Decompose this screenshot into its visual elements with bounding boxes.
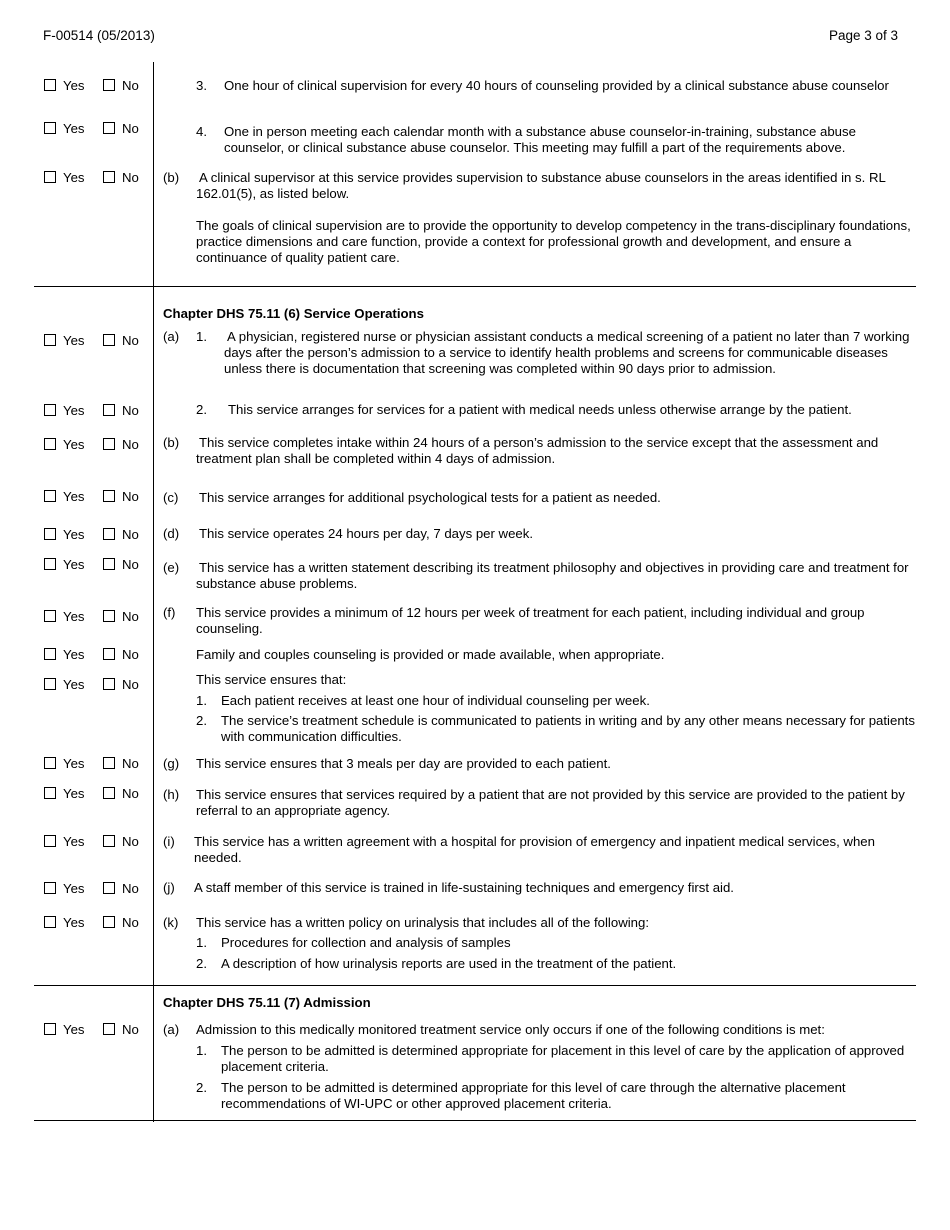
- item-text: A staff member of this service is trained in life-sustaining techniques and emergency first aid.: [194, 880, 734, 895]
- yes-no-row-c: [44, 489, 154, 505]
- list-marker: 1.: [196, 935, 207, 950]
- no-checkbox[interactable]: [103, 79, 115, 91]
- item-text: Family and couples counseling is provided or made available, when appropriate.: [196, 647, 665, 662]
- no-label: No: [122, 403, 139, 418]
- item-marker: 2.: [196, 402, 207, 417]
- no-label: No: [122, 677, 139, 692]
- item-text: A physician, registered nurse or physician assistant conducts a medical screening of a patient no later than 7 working days after the person’s admission to a service to identify health problems and screens for communicable diseases unless there is documentation that screening was completed within 90 days prior to admission.: [224, 329, 910, 376]
- no-checkbox[interactable]: [103, 648, 115, 660]
- yes-label: Yes: [63, 647, 85, 662]
- no-checkbox[interactable]: [103, 528, 115, 540]
- item-text: This service arranges for additional psychological tests for a patient as needed.: [199, 490, 661, 505]
- column-divider: [153, 62, 154, 1122]
- yes-no-row-admission-a: [44, 1022, 154, 1038]
- yes-checkbox[interactable]: [44, 528, 56, 540]
- yes-no-row-f: [44, 609, 154, 625]
- yes-label: Yes: [63, 915, 85, 930]
- yes-checkbox[interactable]: [44, 1023, 56, 1035]
- no-checkbox[interactable]: [103, 490, 115, 502]
- list-item: Procedures for collection and analysis of samples: [221, 935, 511, 950]
- item-text: This service ensures that 3 meals per day are provided to each patient.: [196, 756, 611, 771]
- no-label: No: [122, 78, 139, 93]
- yes-checkbox[interactable]: [44, 882, 56, 894]
- yes-no-row-s1-b: [44, 170, 154, 186]
- yes-label: Yes: [63, 1022, 85, 1037]
- no-checkbox[interactable]: [103, 916, 115, 928]
- list-item: A description of how urinalysis reports are used in the treatment of the patient.: [221, 956, 677, 971]
- yes-checkbox[interactable]: [44, 916, 56, 928]
- no-label: No: [122, 834, 139, 849]
- item-text: This service ensures that services required by a patient that are not provided by this service are provided to the patient by referral to an appropriate agency.: [196, 787, 905, 818]
- list-item: The person to be admitted is determined appropriate for placement in this level of care by the application of approved placement criteria.: [221, 1043, 905, 1074]
- item-text: This service arranges for services for a patient with medical needs unless otherwise arrange by the patient.: [228, 402, 852, 417]
- item-text: This service operates 24 hours per day, 7 days per week.: [199, 526, 534, 541]
- no-label: No: [122, 609, 139, 624]
- list-marker: 1.: [196, 1043, 207, 1058]
- no-checkbox[interactable]: [103, 757, 115, 769]
- no-label: No: [122, 915, 139, 930]
- no-checkbox[interactable]: [103, 835, 115, 847]
- section-heading-admission: Chapter DHS 75.11 (7) Admission: [163, 995, 371, 1010]
- item-text: One in person meeting each calendar month with a substance abuse counselor-in-training, substance abuse counselor, or clinical substance abuse counselor. This meeting may fulfill a part of the requirements above.: [224, 124, 856, 155]
- yes-no-row-family: [44, 647, 154, 663]
- no-label: No: [122, 881, 139, 896]
- item-text: This service completes intake within 24 hours of a person’s admission to the service except that the assessment and treatment plan shall be completed within 4 days of admission.: [196, 435, 879, 466]
- yes-no-row-ensures: [44, 677, 154, 693]
- section-divider: [34, 1120, 916, 1121]
- no-label: No: [122, 437, 139, 452]
- yes-no-row-g: [44, 756, 154, 772]
- sub-marker: (b): [163, 170, 180, 185]
- sub-marker: (h): [163, 787, 180, 802]
- yes-label: Yes: [63, 333, 85, 348]
- no-checkbox[interactable]: [103, 404, 115, 416]
- sub-marker: (j): [163, 880, 175, 895]
- yes-label: Yes: [63, 489, 85, 504]
- section-divider: [34, 985, 916, 986]
- item-text: One hour of clinical supervision for every 40 hours of counseling provided by a clinical substance abuse counselor: [224, 78, 889, 93]
- yes-no-row-e: [44, 557, 154, 573]
- item-text: Admission to this medically monitored treatment service only occurs if one of the following conditions is met:: [196, 1022, 825, 1037]
- yes-checkbox[interactable]: [44, 558, 56, 570]
- sub-marker: (g): [163, 756, 180, 771]
- no-label: No: [122, 557, 139, 572]
- sub-marker: (i): [163, 834, 175, 849]
- yes-label: Yes: [63, 786, 85, 801]
- sub-marker: (c): [163, 490, 179, 505]
- yes-label: Yes: [63, 121, 85, 136]
- list-marker: 2.: [196, 956, 207, 971]
- list-item: Each patient receives at least one hour of individual counseling per week.: [221, 693, 650, 708]
- yes-no-row-a2: [44, 403, 154, 419]
- yes-checkbox[interactable]: [44, 610, 56, 622]
- no-label: No: [122, 489, 139, 504]
- sub-marker: (f): [163, 605, 176, 620]
- list-marker: 2.: [196, 713, 207, 728]
- yes-checkbox[interactable]: [44, 490, 56, 502]
- list-marker: 1.: [196, 693, 207, 708]
- yes-checkbox[interactable]: [44, 787, 56, 799]
- no-checkbox[interactable]: [103, 438, 115, 450]
- item-marker: 3.: [196, 78, 207, 93]
- sub-marker: (d): [163, 526, 180, 541]
- item-text: This service has a written policy on urinalysis that includes all of the following:: [196, 915, 649, 930]
- yes-no-row-s1-4: [44, 121, 154, 137]
- page-number: Page 3 of 3: [828, 28, 898, 43]
- yes-label: Yes: [63, 403, 85, 418]
- yes-label: Yes: [63, 557, 85, 572]
- yes-label: Yes: [63, 609, 85, 624]
- yes-checkbox[interactable]: [44, 678, 56, 690]
- no-label: No: [122, 527, 139, 542]
- yes-no-row-h: [44, 786, 154, 802]
- no-checkbox[interactable]: [103, 787, 115, 799]
- sub-marker: (a): [163, 1022, 180, 1037]
- item-text: This service has a written agreement with a hospital for provision of emergency and inpatient medical services, when needed.: [194, 834, 875, 865]
- list-item: The person to be admitted is determined appropriate for this level of care through the alternative placement recommendations of WI-UPC or other approved placement criteria.: [221, 1080, 846, 1111]
- yes-checkbox[interactable]: [44, 79, 56, 91]
- item-marker: 4.: [196, 124, 207, 139]
- no-checkbox[interactable]: [103, 171, 115, 183]
- no-label: No: [122, 121, 139, 136]
- sub-marker: (b): [163, 435, 180, 450]
- no-checkbox[interactable]: [103, 334, 115, 346]
- yes-no-row-d: [44, 527, 154, 543]
- section-heading-service-operations: Chapter DHS 75.11 (6) Service Operations: [163, 306, 424, 321]
- no-label: No: [122, 647, 139, 662]
- yes-checkbox[interactable]: [44, 438, 56, 450]
- yes-label: Yes: [63, 170, 85, 185]
- item-text: This service provides a minimum of 12 hours per week of treatment for each patient, including individual and group counseling.: [196, 605, 865, 636]
- no-label: No: [122, 756, 139, 771]
- yes-checkbox[interactable]: [44, 404, 56, 416]
- no-checkbox[interactable]: [103, 882, 115, 894]
- yes-label: Yes: [63, 756, 85, 771]
- yes-no-row-b: [44, 437, 154, 453]
- item-text: A clinical supervisor at this service provides supervision to substance abuse counselors in the areas identified in s. RL 162.01(5), as listed below.: [196, 170, 886, 201]
- list-marker: 2.: [196, 1080, 207, 1095]
- sub-marker: (e): [163, 560, 180, 575]
- yes-no-row-j: [44, 881, 154, 897]
- no-checkbox[interactable]: [103, 610, 115, 622]
- no-label: No: [122, 170, 139, 185]
- sub-marker: (a): [163, 329, 180, 344]
- yes-label: Yes: [63, 834, 85, 849]
- yes-label: Yes: [63, 78, 85, 93]
- supervision-goals-paragraph: The goals of clinical supervision are to provide the opportunity to develop competency in the trans-disciplinary foundations, practice dimensions and care function, provide a context for professional growth and development, and ensure a continuance of quality patient care.: [196, 218, 911, 265]
- yes-label: Yes: [63, 677, 85, 692]
- yes-label: Yes: [63, 437, 85, 452]
- no-label: No: [122, 786, 139, 801]
- yes-label: Yes: [63, 527, 85, 542]
- no-checkbox[interactable]: [103, 122, 115, 134]
- yes-checkbox[interactable]: [44, 757, 56, 769]
- yes-no-row-a1: [44, 333, 154, 349]
- sub-marker: (k): [163, 915, 179, 930]
- yes-checkbox[interactable]: [44, 171, 56, 183]
- item-text: This service has a written statement describing its treatment philosophy and objectives in providing care and treatment for substance abuse problems.: [196, 560, 909, 591]
- item-marker: 1.: [196, 329, 207, 344]
- section-divider: [34, 286, 916, 287]
- item-text: This service ensures that:: [196, 672, 347, 687]
- no-label: No: [122, 1022, 139, 1037]
- yes-checkbox[interactable]: [44, 648, 56, 660]
- yes-no-row-s1-3: [44, 78, 154, 94]
- yes-label: Yes: [63, 881, 85, 896]
- form-number: F-00514 (05/2013): [43, 28, 155, 43]
- yes-no-row-k: [44, 915, 154, 931]
- no-checkbox[interactable]: [103, 558, 115, 570]
- list-item: The service’s treatment schedule is communicated to patients in writing and by any other means necessary for patients with communication difficulties.: [221, 713, 915, 744]
- no-label: No: [122, 333, 139, 348]
- yes-checkbox[interactable]: [44, 334, 56, 346]
- yes-checkbox[interactable]: [44, 122, 56, 134]
- yes-checkbox[interactable]: [44, 835, 56, 847]
- yes-no-row-i: [44, 834, 154, 850]
- no-checkbox[interactable]: [103, 1023, 115, 1035]
- no-checkbox[interactable]: [103, 678, 115, 690]
